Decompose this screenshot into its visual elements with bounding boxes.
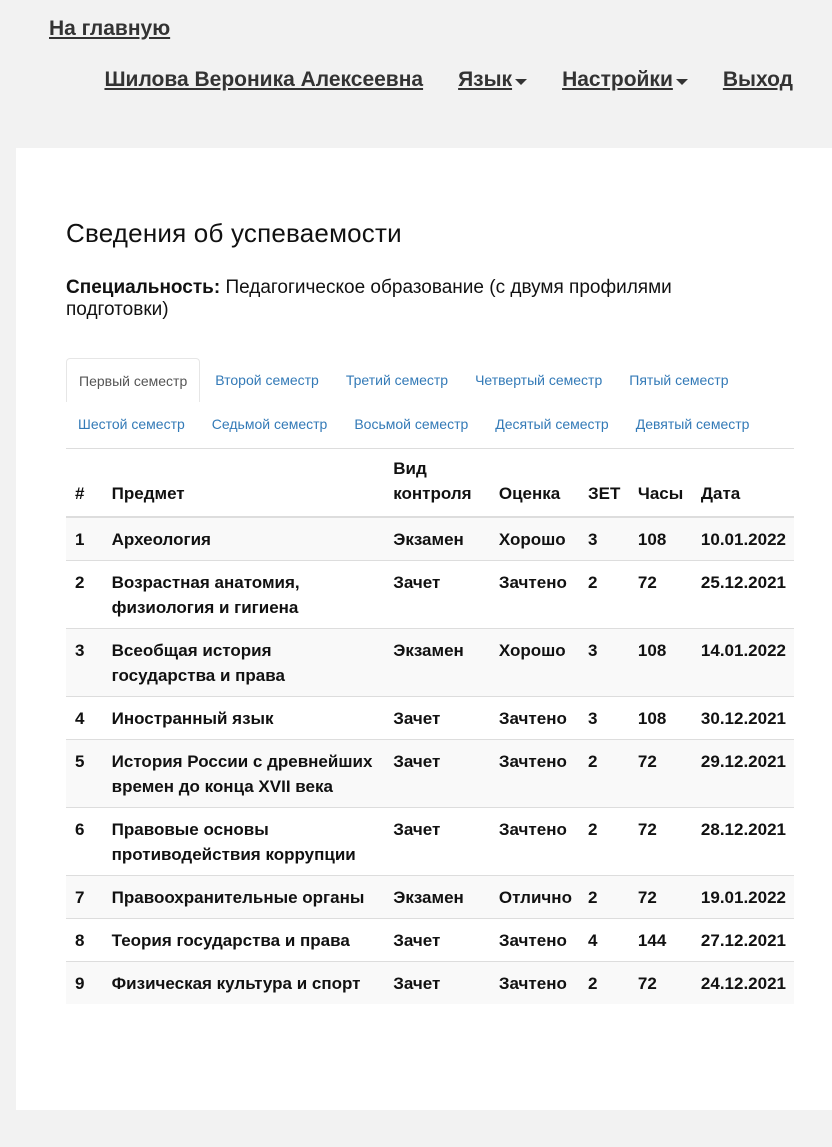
cell-grade: Хорошо [498, 530, 566, 549]
cell-zet: 3 [580, 629, 630, 697]
cell-control: Экзамен [385, 876, 491, 919]
cell-control: Экзамен [393, 530, 464, 549]
cell-control: Зачет [385, 919, 491, 962]
language-dropdown[interactable] [458, 68, 527, 92]
tab-row [66, 358, 794, 402]
cell-date: 28.12.2021 [693, 808, 794, 876]
tab-semester-5[interactable]: Пятый семестр [629, 372, 729, 388]
content-card [16, 148, 832, 1110]
table-row [66, 740, 794, 808]
table-row [66, 561, 794, 629]
cell-hours: 72 [630, 962, 693, 1005]
cell-date: 25.12.2021 [693, 561, 794, 629]
cell-num: 4 [66, 697, 104, 740]
table-row [66, 808, 794, 876]
cell-num: 2 [66, 561, 104, 629]
cell-grade: Зачтено [491, 697, 580, 740]
table-header-row [66, 456, 794, 517]
cell-subject: Всеобщая история государства и права [104, 629, 386, 697]
grades-table [66, 456, 794, 1004]
header-control-line2: контроля [393, 484, 472, 503]
cell-zet: 3 [587, 530, 598, 549]
specialty-label: Специальность: [66, 277, 221, 298]
cell-hours: 72 [630, 740, 693, 808]
tab-semester-3[interactable]: Третий семестр [345, 372, 449, 388]
header-num: # [66, 456, 104, 517]
cell-num: 3 [66, 629, 104, 697]
cell-zet: 2 [580, 740, 630, 808]
cell-num: 9 [66, 962, 104, 1005]
cell-hours: 108 [630, 697, 693, 740]
page-title: Сведения об успеваемости [66, 218, 402, 248]
tab-semester-9[interactable]: Десятый семестр [495, 416, 609, 432]
logout-link[interactable]: Выход [722, 68, 793, 91]
cell-grade: Отлично [491, 876, 580, 919]
cell-date: 27.12.2021 [693, 919, 794, 962]
cell-hours: 144 [630, 919, 693, 962]
cell-zet: 2 [580, 561, 630, 629]
cell-subject: Физическая культура и спорт [104, 962, 386, 1005]
home-link[interactable]: На главную [49, 17, 171, 40]
cell-subject: Возрастная анатомия, физиология и гигиена [104, 561, 386, 629]
table-row [66, 629, 794, 697]
cell-hours: 108 [630, 629, 693, 697]
cell-hours: 72 [630, 561, 693, 629]
cell-control: Зачет [385, 561, 491, 629]
specialty-info [66, 277, 746, 321]
cell-hours: 72 [630, 876, 693, 919]
header-grade: Оценка [491, 456, 580, 517]
header-subject: Предмет [104, 456, 386, 517]
cell-num: 6 [66, 808, 104, 876]
cell-date: 30.12.2021 [693, 697, 794, 740]
cell-grade: Зачтено [491, 919, 580, 962]
specialty-value: Педагогическое образование (с двумя профилями подготовки) [66, 277, 672, 320]
tab-semester-7[interactable]: Седьмой семестр [211, 416, 328, 432]
cell-zet: 2 [580, 876, 630, 919]
cell-control: Зачет [385, 740, 491, 808]
tab-semester-8[interactable]: Восьмой семестр [354, 416, 469, 432]
caret-down-icon [515, 79, 527, 85]
table-row [66, 962, 794, 1005]
header-hours: Часы [630, 456, 693, 517]
cell-num: 5 [66, 740, 104, 808]
cell-subject: История России с древнейших времен до конца XVII века [104, 740, 386, 808]
tab-semester-1[interactable]: Первый семестр [66, 358, 200, 402]
language-label: Язык [458, 68, 513, 91]
semester-tabs [66, 358, 794, 449]
user-profile-link[interactable]: Шилова Вероника Алексеевна [104, 68, 424, 91]
cell-date: 29.12.2021 [693, 740, 794, 808]
tab-semester-10[interactable]: Девятый семестр [635, 416, 750, 432]
cell-subject: Правоохранительные органы [104, 876, 386, 919]
cell-grade: Зачтено [491, 962, 580, 1005]
cell-subject: Теория государства и права [104, 919, 386, 962]
cell-date: 19.01.2022 [693, 876, 794, 919]
cell-grade: Зачтено [491, 808, 580, 876]
cell-zet: 2 [580, 808, 630, 876]
cell-num: 1 [75, 530, 85, 549]
header-zet: ЗЕТ [580, 456, 630, 517]
cell-control: Экзамен [385, 629, 491, 697]
cell-zet: 4 [580, 919, 630, 962]
settings-dropdown[interactable] [562, 68, 688, 92]
cell-num: 8 [66, 919, 104, 962]
caret-down-icon [676, 79, 688, 85]
top-navigation [104, 68, 793, 92]
tab-semester-6[interactable]: Шестой семестр [78, 416, 185, 432]
table-row [66, 919, 794, 962]
cell-control: Зачет [385, 697, 491, 740]
tab-semester-2[interactable]: Второй семестр [215, 372, 319, 388]
tab-row [66, 402, 794, 446]
cell-date: 10.01.2022 [700, 530, 786, 549]
cell-grade: Зачтено [491, 561, 580, 629]
tab-divider [66, 448, 794, 449]
header-date: Дата [693, 456, 794, 517]
tab-semester-4[interactable]: Четвертый семестр [475, 372, 603, 388]
settings-label: Настройки [562, 68, 673, 91]
cell-zet: 3 [580, 697, 630, 740]
cell-subject: Иностранный язык [104, 697, 386, 740]
cell-zet: 2 [580, 962, 630, 1005]
cell-grade: Хорошо [491, 629, 580, 697]
cell-num: 7 [66, 876, 104, 919]
table-row [66, 876, 794, 919]
cell-control: Зачет [385, 808, 491, 876]
cell-subject: Правовые основы противодействия коррупции [104, 808, 386, 876]
cell-hours: 108 [637, 530, 667, 549]
table-row [66, 517, 794, 561]
table-row [66, 697, 794, 740]
cell-hours: 72 [630, 808, 693, 876]
cell-grade: Зачтено [491, 740, 580, 808]
header-control-line1: Вид [393, 459, 427, 478]
cell-subject: Археология [111, 530, 211, 549]
cell-control: Зачет [385, 962, 491, 1005]
header-control [385, 456, 491, 517]
cell-date: 24.12.2021 [693, 962, 794, 1005]
cell-date: 14.01.2022 [693, 629, 794, 697]
